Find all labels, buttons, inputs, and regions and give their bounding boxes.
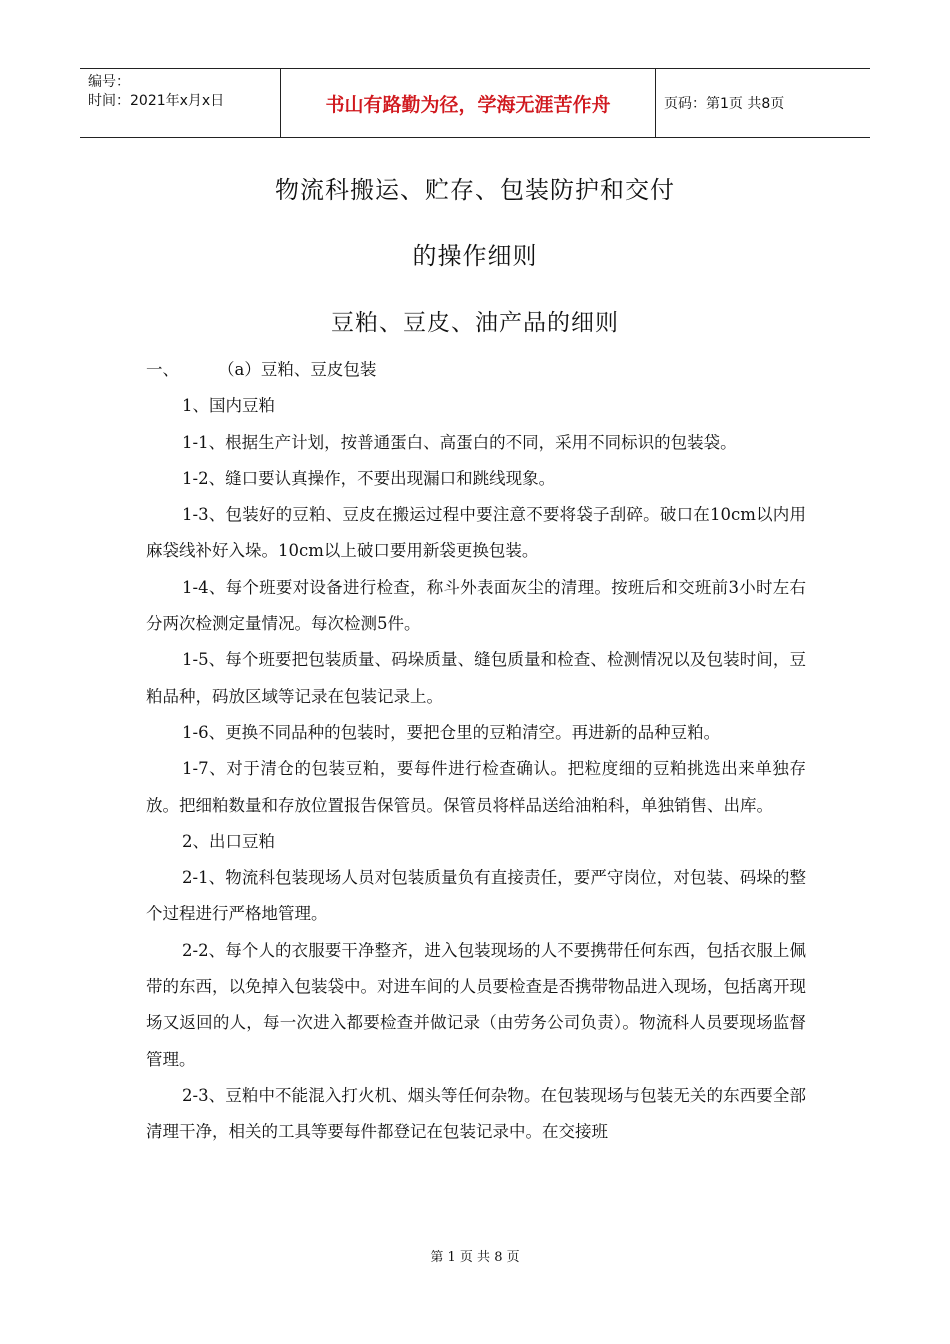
paragraph: 1-6、更换不同品种的包装时，要把仓里的豆粕清空。再进新的品种豆粕。 xyxy=(182,722,721,742)
paragraph: 1-3、包装好的豆粕、豆皮在搬运过程中要注意不要将袋子刮碎。破口在10cm以内用麻袋线补好入垛。10cm以上破口要用新袋更换包装。 xyxy=(146,505,806,561)
paragraph: 2-2、每个人的衣服要干净整齐，进入包装现场的人不要携带任何东西，包括衣服上佩带的东西，以免掉入包装袋中。对进车间的人员要检查是否携带物品进入现场，包括离开现场又返回的人，每一次进入都要检查并做记录（由劳务公司负责）。物流科人员要现场监督管理。 xyxy=(146,940,806,1069)
header-meta xyxy=(80,69,281,137)
header-page-info: 页码：第1页 共8页 xyxy=(664,96,785,112)
doc-title-line2: 的操作细则 xyxy=(412,242,538,270)
doc-body xyxy=(146,352,806,1151)
section-heading-text: （a）豆粕、豆皮包装 xyxy=(218,360,377,379)
paragraph: 1、国内豆粕 xyxy=(182,396,275,416)
page-footer: 第 1 页 共 8 页 xyxy=(430,1250,520,1265)
section-heading xyxy=(146,352,806,388)
section-number: 一、 xyxy=(146,360,179,379)
paragraph: 2、出口豆粕 xyxy=(182,831,275,851)
paragraph: 2-1、物流科包装现场人员对包装质量负有直接责任，要严守岗位，对包装、码垛的整个过程进行严格地管理。 xyxy=(146,868,806,924)
doc-subtitle: 豆粕、豆皮、油产品的细则 xyxy=(331,310,619,336)
paragraph: 1-2、缝口要认真操作，不要出现漏口和跳线现象。 xyxy=(182,468,556,488)
header-number-label: 编号： xyxy=(88,74,130,90)
header-time-label: 时间：2021年x月x日 xyxy=(88,93,225,109)
page-header xyxy=(80,68,870,138)
paragraph: 2-3、豆粕中不能混入打火机、烟头等任何杂物。在包装现场与包装无关的东西要全部清理干净，相关的工具等要每件都登记在包装记录中。在交接班 xyxy=(146,1085,806,1142)
paragraph: 1-4、每个班要对设备进行检查，称斗外表面灰尘的清理。按班后和交班前3小时左右分两次检测定量情况。每次检测5件。 xyxy=(146,577,806,634)
doc-title-line1: 物流科搬运、贮存、包装防护和交付 xyxy=(275,176,675,204)
paragraph: 1-1、根据生产计划，按普通蛋白、高蛋白的不同，采用不同标识的包装袋。 xyxy=(182,432,737,452)
header-motto: 书山有路勤为径，学海无涯苦作舟 xyxy=(281,69,656,137)
paragraph: 1-5、每个班要把包装质量、码垛质量、缝包质量和检查、检测情况以及包装时间，豆粕品种，码放区域等记录在包装记录上。 xyxy=(146,650,806,706)
paragraph: 1-7、对于清仓的包装豆粕，要每件进行检查确认。把粒度细的豆粕挑选出来单独存放。把细粕数量和存放位置报告保管员。保管员将样品送给油粕科，单独销售、出库。 xyxy=(146,759,806,815)
